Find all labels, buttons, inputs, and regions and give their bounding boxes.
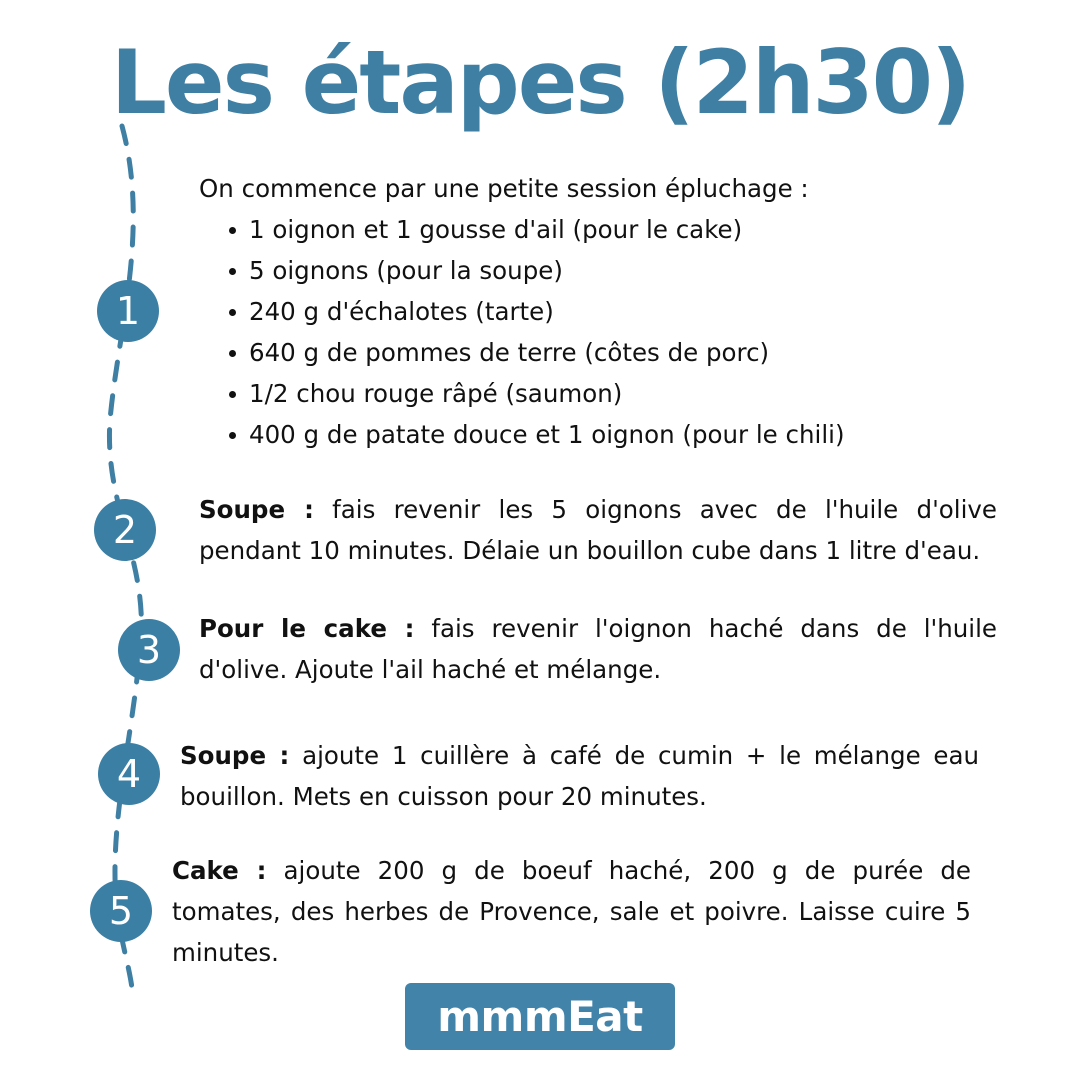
list-item: 1/2 chou rouge râpé (saumon) — [249, 373, 919, 414]
step-number-3: 3 — [118, 619, 180, 681]
step-1-content — [199, 168, 919, 455]
list-item: 5 oignons (pour la soupe) — [249, 250, 919, 291]
step-3-text — [199, 608, 997, 690]
brand-name: mmmEat — [437, 992, 643, 1041]
step-2-text — [199, 489, 997, 571]
step-number-2: 2 — [94, 499, 156, 561]
step-3-body: fais revenir l'oignon haché dans de l'huile d'olive. Ajoute l'ail haché et mélange. — [199, 614, 997, 684]
step-5-label: Cake : — [172, 856, 267, 885]
step-4-body: ajoute 1 cuillère à café de cumin + le mélange eau bouillon. Mets en cuisson pour 20 minutes. — [180, 741, 979, 811]
list-item: 1 oignon et 1 gousse d'ail (pour le cake) — [249, 209, 919, 250]
intro-text: On commence par une petite session épluchage : — [199, 174, 809, 203]
step-number-4: 4 — [98, 743, 160, 805]
step-5-body: ajoute 200 g de boeuf haché, 200 g de purée de tomates, des herbes de Provence, sale et poivre. Laisse cuire 5 minutes. — [172, 856, 972, 967]
brand-logo — [405, 983, 675, 1050]
step-2-body: fais revenir les 5 oignons avec de l'huile d'olive pendant 10 minutes. Délaie un bouillon cube dans 1 litre d'eau. — [199, 495, 997, 565]
step-5-text — [172, 850, 971, 973]
step-number-5: 5 — [90, 880, 152, 942]
list-item: 240 g d'échalotes (tarte) — [249, 291, 919, 332]
step-3-label: Pour le cake : — [199, 614, 415, 643]
step-number-1: 1 — [97, 280, 159, 342]
list-item: 400 g de patate douce et 1 oignon (pour le chili) — [249, 414, 919, 455]
step-4-text — [180, 735, 979, 817]
step-2-label: Soupe : — [199, 495, 314, 524]
list-item: 640 g de pommes de terre (côtes de porc) — [249, 332, 919, 373]
peeling-list — [199, 209, 919, 455]
step-4-label: Soupe : — [180, 741, 290, 770]
page-title: Les étapes (2h30) — [110, 31, 970, 134]
